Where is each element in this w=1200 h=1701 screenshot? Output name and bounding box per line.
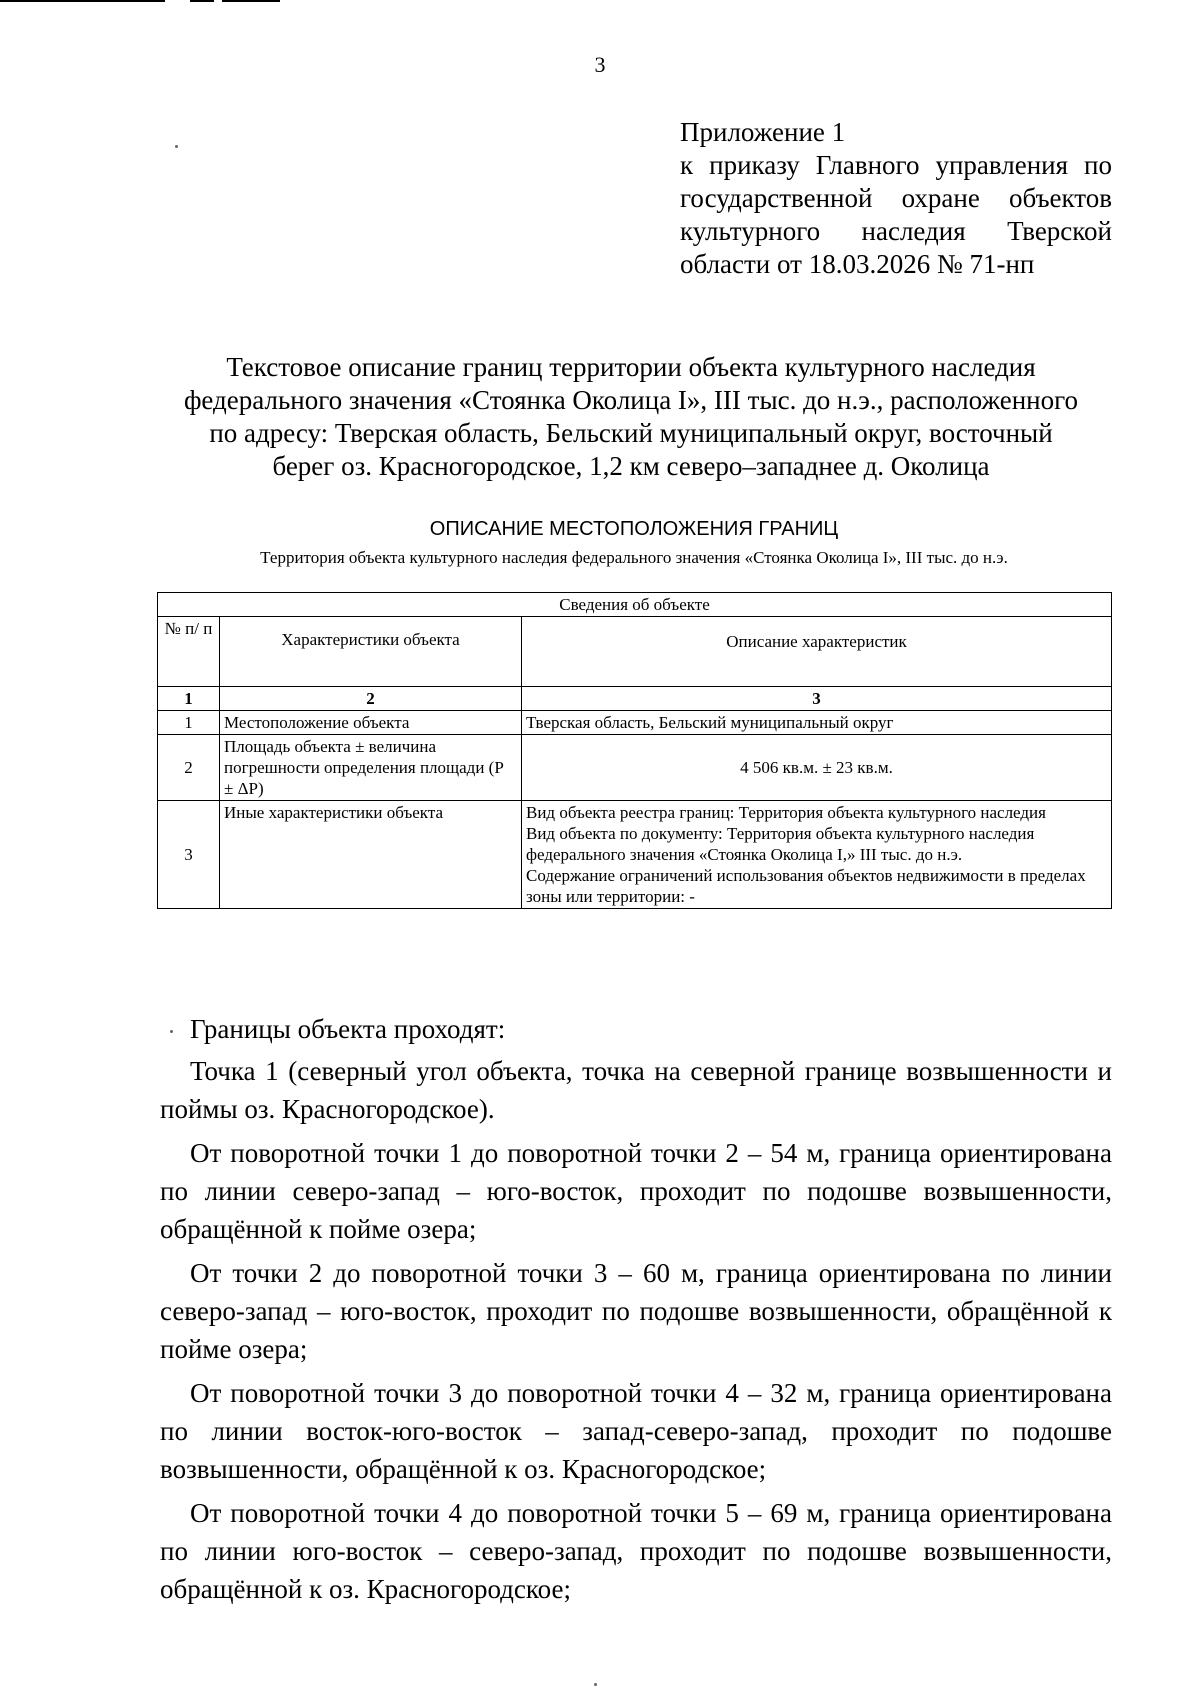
annex-line: к приказу Главного управления по [680,150,1112,180]
title-line: Текстовое описание границ территории объекта культурного наследия [226,352,1036,382]
description-part: Содержание ограничений использования объектов недвижимости в пределах зоны или территории: - [526,866,1086,906]
row-description: 4 506 кв.м. ± 23 кв.м. [522,735,1112,801]
paragraph: Границы объекта проходят: [190,1014,506,1044]
description-part: Вид объекта по документу: Территория объекта культурного наследия федерального значения «Стоянка Околица I,» III тыс. до н.э. [526,824,1035,864]
paragraph: От поворотной точки 1 до поворотной точки 2 – 54 м, граница ориентирована по линии северо-запад – юго-восток, проходит по подошве возвышенности, обращённой к пойме озера; [160,1138,1112,1244]
column-number: 3 [522,687,1112,711]
boundary-description [160,1010,1112,1614]
header-description: Описание характеристик [522,617,1112,687]
column-number: 2 [220,687,522,711]
annex-line: культурного наследия Тверской [680,216,1112,246]
scan-artifact-line [190,0,214,2]
column-number: 1 [158,687,220,711]
row-num: 3 [158,801,220,909]
row-num: 2 [158,735,220,801]
table-row [158,801,1112,909]
row-characteristic: Площадь объекта ± величина погрешности определения площади (Р ± ΔР) [220,735,522,801]
paragraph: Точка 1 (северный угол объекта, точка на северной границе возвышенности и поймы оз. Красногородское). [160,1056,1112,1124]
page-number: 3 [594,52,606,77]
title-line: по адресу: Тверская область, Бельский муниципальный округ, восточный [209,418,1053,448]
paragraph: От точки 2 до поворотной точки 3 – 60 м, граница ориентирована по линии северо-запад – юго-восток, проходит по подошве возвышенности, обращённой к пойме озера; [160,1258,1112,1364]
document-title [150,351,1112,483]
title-line: берег оз. Красногородское, 1,2 км северо–западнее д. Околица [272,451,990,481]
row-num: 1 [158,711,220,735]
row-description: Тверская область, Бельский муниципальный округ [522,711,1112,735]
annex-block [680,116,1112,281]
table-caption: Сведения об объекте [158,593,1112,617]
scan-artifact-line [222,0,280,2]
header-num: № п/ п [158,617,220,687]
object-info-table [157,592,1112,909]
section-subheading: Территория объекта культурного наследия федерального значения «Стоянка Околица I», III тыс. до н.э. [260,548,1008,567]
scan-speck [594,1683,597,1686]
paragraph: От поворотной точки 3 до поворотной точки 4 – 32 м, граница ориентирована по линии восток-юго-восток – запад-северо-запад, проходит по подошве возвышенности, обращённой к оз. Красногородское; [160,1378,1112,1484]
title-line: федерального значения «Стоянка Околица I», III тыс. до н.э., расположенного [183,385,1079,415]
row-characteristic: Иные характеристики объекта [220,801,522,909]
scan-speck [175,145,178,148]
annex-title: Приложение 1 [680,117,846,147]
scan-artifact-line [0,0,165,2]
row-description [522,801,1112,909]
table-row [158,711,1112,735]
description-part: Вид объекта реестра границ: Территория объекта культурного наследия [526,803,1046,822]
table-row [158,735,1112,801]
annex-line: государственной охране объектов [680,183,1112,213]
scan-speck [170,1030,173,1033]
header-characteristics: Характеристики объекта [220,617,522,687]
section-heading: ОПИСАНИЕ МЕСТОПОЛОЖЕНИЯ ГРАНИЦ [429,518,839,540]
paragraph: От поворотной точки 4 до поворотной точки 5 – 69 м, граница ориентирована по линии юго-восток – северо-запад, проходит по подошве возвышенности, обращённой к оз. Красногородское; [160,1498,1112,1604]
annex-line: области от 18.03.2026 № 71-нп [680,249,1035,279]
row-characteristic: Местоположение объекта [220,711,522,735]
